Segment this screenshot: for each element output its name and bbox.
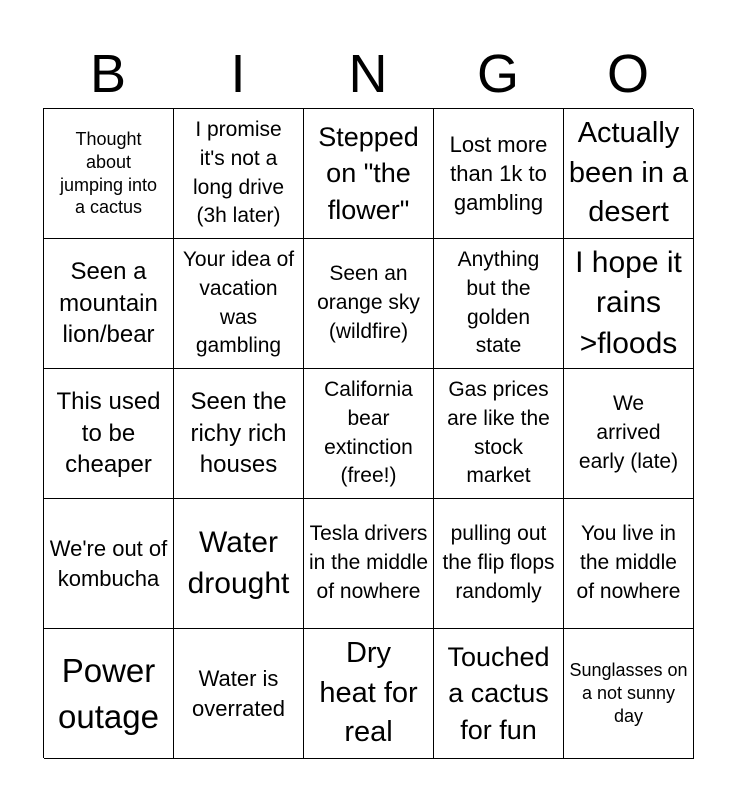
- bingo-cell[interactable]: [564, 369, 694, 499]
- cell-text: Seen an orange sky (wildfire): [317, 262, 420, 343]
- cell-text: Touched a cactus for fun: [447, 641, 550, 745]
- bingo-cell[interactable]: [564, 629, 694, 759]
- header-letter-g: G: [476, 44, 519, 104]
- cell-text: Seen a mountain lion/bear: [59, 257, 158, 349]
- cell-text: Seen the richy rich houses: [190, 387, 287, 479]
- bingo-cell[interactable]: [434, 369, 564, 499]
- cell-text: Lost more than 1k to gambling: [449, 131, 548, 216]
- cell-text: Water is overrated: [192, 666, 285, 721]
- cell-text: I promise it's not a long drive (3h later): [192, 117, 285, 228]
- cell-text: pulling out the flip flops randomly: [442, 522, 555, 603]
- bingo-cell[interactable]: [44, 629, 174, 759]
- bingo-cell[interactable]: [304, 369, 434, 499]
- cell-text: Sunglasses on a not sunny day: [569, 660, 688, 726]
- bingo-cell[interactable]: [304, 629, 434, 759]
- cell-text: Anything but the golden state: [457, 247, 540, 358]
- cell-text: Your idea of vacation was gambling: [182, 247, 295, 358]
- cell-text: Tesla drivers in the middle of nowhere: [308, 522, 429, 603]
- bingo-cell[interactable]: [304, 499, 434, 629]
- bingo-board: [43, 108, 693, 758]
- bingo-cell[interactable]: [44, 109, 174, 239]
- bingo-cell[interactable]: [174, 109, 304, 239]
- cell-text: Dry heat for real: [319, 637, 418, 749]
- bingo-cell[interactable]: [564, 109, 694, 239]
- cell-text: Gas prices are like the stock market: [447, 377, 550, 488]
- bingo-cell[interactable]: [174, 369, 304, 499]
- cell-text: Actually been in a desert: [568, 117, 689, 229]
- cell-text: We're out of kombucha: [49, 536, 168, 591]
- bingo-cell[interactable]: [174, 239, 304, 369]
- bingo-cell[interactable]: [434, 239, 564, 369]
- header-letter-b: B: [89, 44, 127, 104]
- bingo-cell[interactable]: [44, 369, 174, 499]
- bingo-cell[interactable]: [304, 239, 434, 369]
- cell-text: You live in the middle of nowhere: [576, 522, 681, 603]
- bingo-cell[interactable]: [564, 499, 694, 629]
- bingo-cell[interactable]: [434, 629, 564, 759]
- header-letter-i: I: [230, 44, 246, 104]
- bingo-header: [43, 40, 693, 108]
- bingo-cell[interactable]: [304, 109, 434, 239]
- header-letter-o: O: [606, 44, 649, 104]
- header-letter-n: N: [348, 44, 388, 104]
- bingo-cell[interactable]: [44, 239, 174, 369]
- cell-text: This used to be cheaper: [56, 387, 161, 479]
- cell-text: I hope it rains >floods: [575, 245, 682, 360]
- cell-text: Thought about jumping into a cactus: [59, 128, 158, 218]
- bingo-cell[interactable]: [564, 239, 694, 369]
- cell-text: Water drought: [187, 526, 290, 600]
- bingo-cell[interactable]: [174, 499, 304, 629]
- bingo-cell[interactable]: [44, 499, 174, 629]
- cell-text: California bear extinction (free!): [324, 377, 413, 488]
- cell-text: Power outage: [58, 651, 159, 735]
- bingo-cell[interactable]: [434, 109, 564, 239]
- cell-text: Stepped on "the flower": [318, 121, 419, 225]
- cell-text: We arrived early (late): [578, 392, 679, 473]
- bingo-cell[interactable]: [434, 499, 564, 629]
- bingo-cell[interactable]: [174, 629, 304, 759]
